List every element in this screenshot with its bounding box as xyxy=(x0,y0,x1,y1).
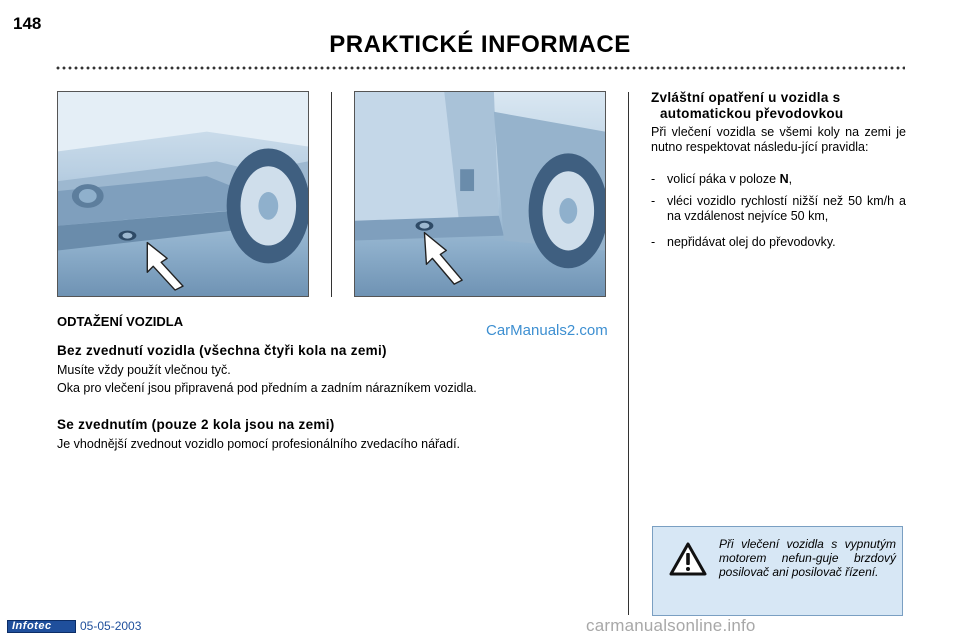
column-divider xyxy=(331,92,332,297)
site-watermark: CarManuals2.com xyxy=(486,322,608,339)
list-item-text: vléci vozidlo rychlostí nižší než 50 km/h a na vzdálenost nejvíce 50 km, xyxy=(667,194,906,223)
subheading-with-lifting: Se zvednutím (pouze 2 kola jsou na zemi) xyxy=(57,417,335,432)
paragraph-tow-bar: Musíte vždy použít vlečnou tyč. xyxy=(57,363,231,377)
automatic-gearbox-intro: Při vlečení vozidla se všemi koly na zemi je nutno respektovat následu-jící pravidla: xyxy=(651,125,906,154)
paragraph-professional-lift: Je vhodnější zvednout vozidlo pomocí profesionálního zvedacího nářadí. xyxy=(57,437,461,451)
heading-line-2: automatickou převodovkou xyxy=(660,106,844,121)
footer-watermark: carmanualsonline.info xyxy=(586,616,756,635)
page-number: 148 xyxy=(13,14,42,33)
section-heading: ODTAŽENÍ VOZIDLA xyxy=(57,314,184,329)
page-title: PRAKTICKÉ INFORMACE xyxy=(329,31,631,58)
list-item-text: nepřidávat olej do převodovky. xyxy=(667,235,836,249)
list-item-end: , xyxy=(788,172,793,186)
list-item xyxy=(651,172,906,187)
list-dash: - xyxy=(651,172,656,186)
rear-towing-eye-illustration xyxy=(354,91,606,297)
automatic-gearbox-heading xyxy=(651,90,901,122)
front-towing-eye-illustration xyxy=(57,91,309,297)
title-dotted-rule xyxy=(55,66,905,70)
towing-rules-list xyxy=(651,172,906,257)
footer-date: 05-05-2003 xyxy=(80,619,142,633)
list-item-text: volicí páka v poloze xyxy=(667,172,780,186)
infotec-badge xyxy=(7,620,76,633)
warning-triangle-icon xyxy=(669,542,707,576)
warning-box xyxy=(652,526,903,616)
gear-position: N xyxy=(779,172,789,186)
list-dash: - xyxy=(651,194,656,208)
infotec-label: Infotec xyxy=(12,620,52,632)
list-dash: - xyxy=(651,235,656,249)
list-item xyxy=(651,194,906,224)
column-divider xyxy=(628,92,629,615)
paragraph-towing-eyes: Oka pro vlečení jsou připravená pod předním a zadním nárazníkem vozidla. xyxy=(57,381,477,395)
subheading-without-lifting: Bez zvednutí vozidla (všechna čtyři kola na zemi) xyxy=(57,343,387,358)
warning-text: Při vlečení vozidla s vypnutým motorem nefun-guje brzdový posilovač ani posilovač řízení. xyxy=(719,537,896,579)
heading-line-1: Zvláštní opatření u vozidla s xyxy=(651,90,841,105)
list-item xyxy=(651,235,906,250)
